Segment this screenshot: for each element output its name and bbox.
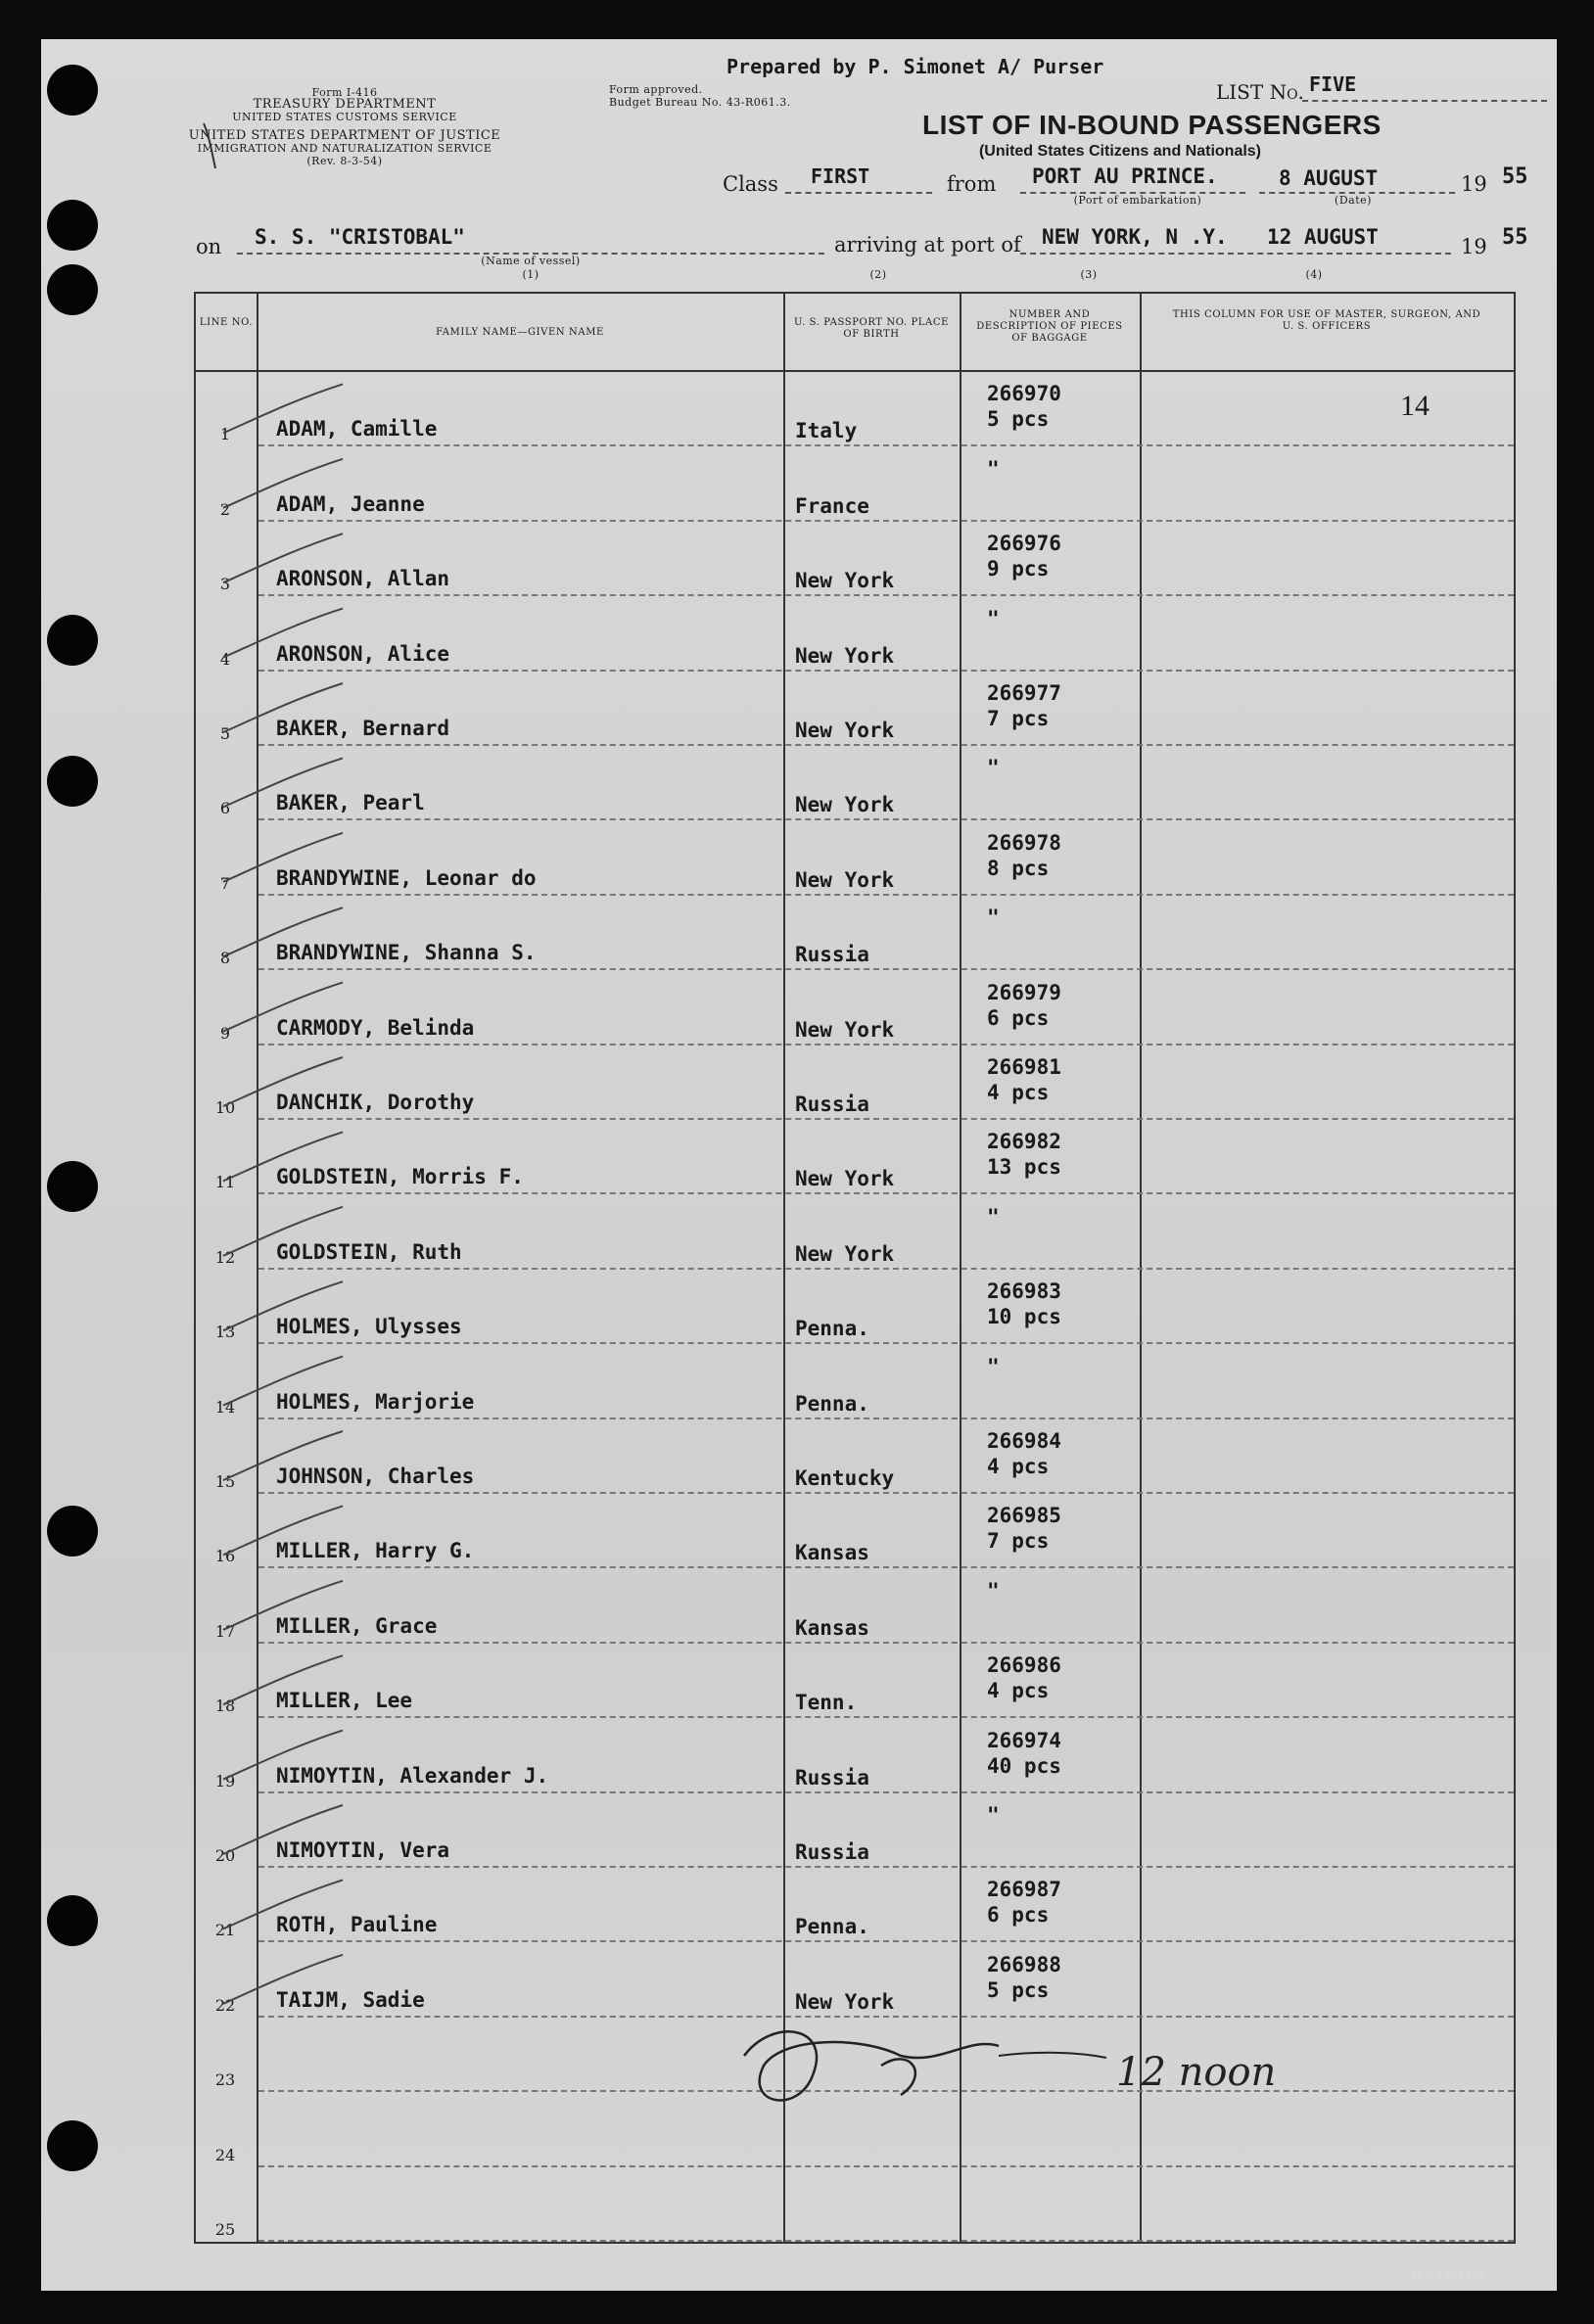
year-prefix-1: 19 <box>1461 172 1487 196</box>
budget-bureau-number: Budget Bureau No. 43-R061.3. <box>609 96 791 109</box>
place-of-birth: Penna. <box>795 1915 869 1939</box>
embarkation-year: 55 <box>1502 164 1528 189</box>
baggage-pieces: 9 pcs <box>987 557 1050 581</box>
place-of-birth: New York <box>795 1989 895 2014</box>
form-approved: Form approved. <box>609 83 703 96</box>
passenger-name: HOLMES, Marjorie <box>276 1389 475 1414</box>
punch-hole <box>47 615 98 666</box>
tick-mark <box>223 1431 343 1480</box>
place-of-birth: Kansas <box>795 1615 869 1640</box>
port-embark-caption: (Port of embarkation) <box>1073 194 1202 207</box>
place-of-birth: Penna. <box>795 1317 869 1341</box>
baggage-pieces: 7 pcs <box>987 707 1050 730</box>
place-of-birth: France <box>795 493 869 518</box>
handwritten-annotation: 14 <box>1400 390 1430 422</box>
date-caption: (Date) <box>1335 194 1372 207</box>
place-of-birth: New York <box>795 1241 895 1266</box>
baggage-number: " <box>987 1204 1000 1229</box>
tick-mark <box>223 534 343 582</box>
document-title: LIST OF IN-BOUND PASSENGERS <box>922 110 1382 140</box>
line-number: 23 <box>214 2070 236 2090</box>
port-of-arrival: NEW YORK, N .Y. <box>1042 225 1228 249</box>
customs-service: UNITED STATES CUSTOMS SERVICE <box>232 111 457 123</box>
line-number: 4 <box>219 649 231 669</box>
arrival-year: 55 <box>1502 225 1528 250</box>
place-of-birth: Russia <box>795 943 869 967</box>
embarkation-date: 8 AUGUST <box>1279 166 1379 190</box>
passenger-name: MILLER, Grace <box>276 1613 438 1638</box>
place-of-birth: Russia <box>795 1765 869 1789</box>
passenger-name: TAIJM, Sadie <box>276 1987 425 2012</box>
passenger-name: ADAM, Jeanne <box>276 491 425 516</box>
passenger-name: BAKER, Pearl <box>276 791 425 815</box>
class-label: Class <box>723 172 778 196</box>
passenger-name: BRANDYWINE, Shanna S. <box>276 941 537 965</box>
line-number: 12 <box>214 1247 236 1267</box>
punch-hole <box>47 264 98 315</box>
tick-mark <box>223 758 343 807</box>
tick-mark <box>223 1057 343 1106</box>
baggage-pieces: 6 pcs <box>987 1903 1050 1928</box>
baggage-number: 266970 <box>987 382 1061 406</box>
year-prefix-2: 19 <box>1461 235 1487 258</box>
punch-hole <box>47 1895 98 1946</box>
baggage-number: 266981 <box>987 1055 1061 1079</box>
baggage-number: 266977 <box>987 681 1061 705</box>
tick-mark <box>223 1506 343 1555</box>
prepared-by: Prepared by P. Simonet A/ Purser <box>727 55 1104 78</box>
tick-mark <box>223 1581 343 1630</box>
line-number: 14 <box>214 1397 236 1417</box>
place-of-birth: New York <box>795 569 895 593</box>
line-number: 1 <box>219 425 231 444</box>
from-label: from <box>947 172 997 196</box>
tick-mark <box>223 1805 343 1854</box>
baggage-number: 266974 <box>987 1728 1061 1752</box>
place-of-birth: Penna. <box>795 1391 869 1416</box>
place-of-birth: New York <box>795 793 895 817</box>
baggage-number: " <box>987 906 1000 930</box>
baggage-number: " <box>987 1803 1000 1827</box>
place-of-birth: Kentucky <box>795 1466 895 1490</box>
tick-mark <box>223 907 343 956</box>
header-line-no: LINE NO. <box>199 317 254 328</box>
tick-mark <box>223 1132 343 1181</box>
baggage-number: " <box>987 456 1000 481</box>
baggage-number: 266978 <box>987 830 1061 855</box>
passenger-name: HOLMES, Ulysses <box>276 1315 462 1339</box>
place-of-birth: New York <box>795 1017 895 1042</box>
line-number: 9 <box>219 1023 231 1043</box>
line-number: 2 <box>219 499 231 519</box>
baggage-number: " <box>987 1354 1000 1378</box>
baggage-number: 266986 <box>987 1653 1061 1678</box>
passenger-name: JOHNSON, Charles <box>276 1464 475 1488</box>
header-baggage: NUMBER AND DESCRIPTION OF PIECES OF BAGGAGE <box>976 309 1123 344</box>
tick-mark <box>223 384 343 433</box>
baggage-number: 266984 <box>987 1429 1061 1453</box>
pen-mark-icon <box>198 117 237 176</box>
line-number: 17 <box>214 1621 236 1641</box>
tick-mark <box>223 1731 343 1780</box>
place-of-birth: Russia <box>795 1092 869 1116</box>
punch-hole <box>47 65 98 116</box>
passenger-name: CARMODY, Belinda <box>276 1015 475 1040</box>
document-subtitle: (United States Citizens and Nationals) <box>978 143 1262 160</box>
caption-2: (2) <box>869 268 887 281</box>
line-number: 21 <box>214 1921 236 1940</box>
header-passport: U. S. PASSPORT NO. PLACE OF BIRTH <box>793 317 950 340</box>
passenger-name: NIMOYTIN, Alexander J. <box>276 1763 549 1788</box>
caption-4: (4) <box>1305 268 1323 281</box>
passenger-name: BRANDYWINE, Leonar do <box>276 865 537 890</box>
class-value: FIRST <box>811 164 870 188</box>
line-number: 22 <box>214 1995 236 2015</box>
caption-3: (3) <box>1080 268 1098 281</box>
baggage-pieces: 4 pcs <box>987 1679 1050 1703</box>
passenger-name: ROTH, Pauline <box>276 1913 438 1937</box>
passenger-name: BAKER, Bernard <box>276 717 450 740</box>
line-number: 18 <box>214 1697 236 1716</box>
tick-mark <box>223 609 343 658</box>
line-number: 10 <box>214 1098 236 1117</box>
baggage-pieces: 13 pcs <box>987 1155 1061 1180</box>
line-number: 24 <box>214 2145 236 2164</box>
tick-mark <box>223 459 343 508</box>
baggage-number: 266982 <box>987 1130 1061 1154</box>
place-of-birth: Russia <box>795 1840 869 1864</box>
passenger-name: MILLER, Harry G. <box>276 1539 475 1563</box>
punch-hole <box>47 756 98 807</box>
baggage-pieces: 7 pcs <box>987 1529 1050 1554</box>
line-number: 5 <box>219 724 231 743</box>
baggage-number: 266983 <box>987 1279 1061 1304</box>
baggage-pieces: 4 pcs <box>987 1081 1050 1104</box>
place-of-birth: Italy <box>795 419 858 443</box>
tick-mark <box>223 683 343 732</box>
tick-mark <box>223 1281 343 1330</box>
baggage-number: 266988 <box>987 1952 1061 1976</box>
punch-hole <box>47 1161 98 1212</box>
place-of-birth: New York <box>795 719 895 742</box>
check-marks-icon <box>196 294 1514 2242</box>
baggage-number: 266979 <box>987 980 1061 1004</box>
passenger-name: DANCHIK, Dorothy <box>276 1091 475 1114</box>
form-number: Form I-416 <box>311 86 378 99</box>
caption-1: (1) <box>522 268 539 281</box>
vessel-name: S. S. "CRISTOBAL" <box>255 225 465 249</box>
passenger-name: GOLDSTEIN, Ruth <box>276 1239 462 1264</box>
baggage-number: 266987 <box>987 1878 1061 1902</box>
line-number: 20 <box>214 1846 236 1865</box>
passenger-table <box>194 292 1516 2244</box>
vessel-caption: (Name of vessel) <box>481 255 581 267</box>
signature-note: 12 noon <box>1116 2050 1277 2095</box>
baggage-pieces: 5 pcs <box>987 407 1050 432</box>
passenger-name: NIMOYTIN, Vera <box>276 1838 450 1862</box>
place-of-birth: New York <box>795 643 895 668</box>
baggage-pieces: 40 pcs <box>987 1753 1061 1778</box>
passenger-name: GOLDSTEIN, Morris F. <box>276 1165 524 1189</box>
line-number: 15 <box>214 1472 236 1491</box>
tick-mark <box>223 1207 343 1256</box>
punch-hole <box>47 200 98 251</box>
tick-mark <box>223 1357 343 1406</box>
immigration-service: IMMIGRATION AND NATURALIZATION SERVICE <box>197 142 492 155</box>
baggage-pieces: 6 pcs <box>987 1005 1050 1030</box>
baggage-number: 266976 <box>987 532 1061 556</box>
line-number: 7 <box>219 873 231 893</box>
arrival-date: 12 AUGUST <box>1267 225 1379 249</box>
line-number: 6 <box>219 799 231 818</box>
place-of-birth: New York <box>795 1167 895 1191</box>
baggage-pieces: 5 pcs <box>987 1977 1050 2002</box>
passenger-name: ARONSON, Allan <box>276 567 450 591</box>
header-officers: THIS COLUMN FOR USE OF MASTER, SURGEON, AND U. S. OFFICERS <box>1172 309 1481 332</box>
tick-mark <box>223 1955 343 2004</box>
baggage-number: " <box>987 1578 1000 1603</box>
place-of-birth: Tenn. <box>795 1691 858 1715</box>
list-no-value: FIVE <box>1309 72 1357 96</box>
department-of-justice: UNITED STATES DEPARTMENT OF JUSTICE <box>188 128 501 143</box>
punch-hole <box>47 1506 98 1557</box>
baggage-number: " <box>987 606 1000 630</box>
port-of-embarkation: PORT AU PRINCE. <box>1032 164 1218 188</box>
line-number: 13 <box>214 1323 236 1342</box>
line-number: 25 <box>214 2220 236 2239</box>
passenger-name: ARONSON, Alice <box>276 641 450 666</box>
tick-mark <box>223 1880 343 1929</box>
list-no-label: LIST No. <box>1216 80 1304 104</box>
line-number: 11 <box>214 1173 236 1192</box>
footer-code: 16—84653-2 <box>1410 2269 1484 2282</box>
place-of-birth: New York <box>795 867 895 892</box>
passenger-name: MILLER, Lee <box>276 1689 413 1713</box>
baggage-pieces: 8 pcs <box>987 856 1050 880</box>
line-number: 16 <box>214 1547 236 1566</box>
signature-icon <box>705 1997 1277 2144</box>
tick-mark <box>223 833 343 882</box>
baggage-pieces: 4 pcs <box>987 1455 1050 1478</box>
header-name: FAMILY NAME—GIVEN NAME <box>436 327 604 338</box>
baggage-number: " <box>987 756 1000 780</box>
tick-mark <box>223 983 343 1032</box>
arriving-label: arriving at port of <box>834 233 1021 256</box>
baggage-pieces: 10 pcs <box>987 1305 1061 1329</box>
revision-date: (Rev. 8-3-54) <box>306 155 383 167</box>
line-number: 8 <box>219 949 231 968</box>
treasury-department: TREASURY DEPARTMENT <box>253 97 437 112</box>
passenger-name: ADAM, Camille <box>276 417 438 442</box>
baggage-number: 266985 <box>987 1504 1061 1528</box>
tick-mark <box>223 1655 343 1704</box>
place-of-birth: Kansas <box>795 1541 869 1565</box>
punch-hole <box>47 2120 98 2171</box>
on-label: on <box>196 235 222 258</box>
line-number: 3 <box>219 575 231 594</box>
line-number: 19 <box>214 1771 236 1790</box>
